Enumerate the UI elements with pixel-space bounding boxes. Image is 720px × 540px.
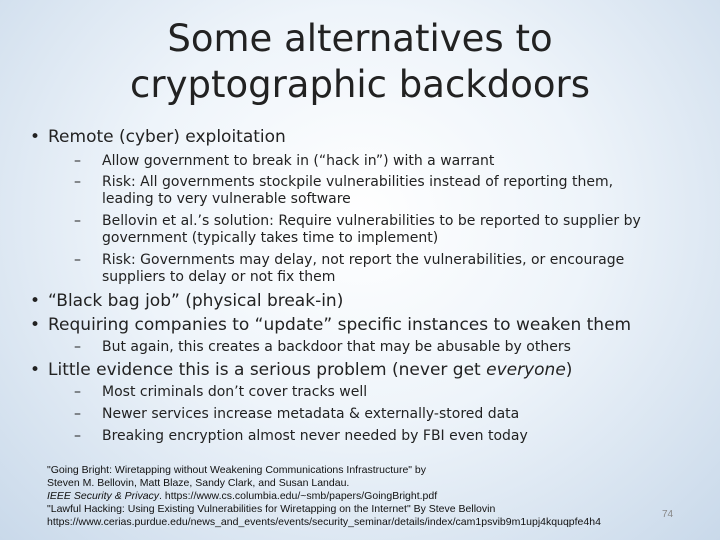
sub-bullet xyxy=(74,174,662,208)
reference-line: "Going Bright: Wiretapping without Weakening Communications Infrastructure" by xyxy=(47,464,427,476)
sub-bullet xyxy=(74,384,662,401)
bullet-text-emphasis: everyone xyxy=(486,360,566,380)
sub-bullet-text: Most criminals don’t cover tracks well xyxy=(102,384,368,400)
bullet-require-update xyxy=(28,315,631,335)
dash-marker: – xyxy=(74,406,81,422)
bullet-text: Requiring companies to “update” specific instances to weaken them xyxy=(48,315,632,335)
dash-marker: – xyxy=(74,339,81,355)
references xyxy=(47,464,647,529)
dash-marker: – xyxy=(74,174,81,190)
dash-marker: – xyxy=(74,428,81,444)
reference-line xyxy=(47,490,647,503)
sub-bullet-text: Allow government to break in (“hack in”) with a warrant xyxy=(102,153,495,169)
sub-bullet-text: Newer services increase metadata & externally-stored data xyxy=(102,406,520,422)
slide-title xyxy=(0,16,720,108)
sub-bullet xyxy=(74,428,662,445)
sub-bullet-text: Risk: All governments stockpile vulnerabilities instead of reporting them, leading to very vulnerable software xyxy=(102,174,614,207)
bullet-marker: • xyxy=(29,291,41,311)
bullet-text-after: ) xyxy=(565,360,573,380)
bullet-little-evidence xyxy=(28,360,572,380)
bullet-remote-exploitation xyxy=(28,127,286,147)
sub-bullet xyxy=(74,406,662,423)
sub-bullet xyxy=(74,252,662,286)
dash-marker: – xyxy=(74,213,81,229)
sub-bullet-text: But again, this creates a backdoor that may be abusable by others xyxy=(102,339,571,355)
slide-number: 74 xyxy=(662,509,674,520)
bullet-marker: • xyxy=(29,127,41,147)
dash-marker: – xyxy=(74,153,81,169)
sub-bullet-text: Bellovin et al.’s solution: Require vulnerabilities to be reported to supplier by government (typically takes time to implement) xyxy=(102,213,641,246)
bullet-text: “Black bag job” (physical break-in) xyxy=(48,291,344,311)
sub-bullet-text: Breaking encryption almost never needed by FBI even today xyxy=(102,428,528,444)
journal-name: IEEE Security & Privacy xyxy=(47,490,160,502)
bullet-black-bag-job xyxy=(28,291,343,311)
dash-marker: – xyxy=(74,252,81,268)
sub-bullet xyxy=(74,339,662,356)
reference-url-text: . https://www.cs.columbia.edu/~smb/papers/GoingBright.pdf xyxy=(159,490,438,502)
title-line-1: Some alternatives to xyxy=(167,17,553,60)
bullet-marker: • xyxy=(29,315,41,335)
title-line-2: cryptographic backdoors xyxy=(130,63,590,106)
bullet-text-before: Little evidence this is a serious problem (never get xyxy=(48,360,487,380)
reference-line: "Lawful Hacking: Using Existing Vulnerabilities for Wiretapping on the Internet" By Steve Bellovin xyxy=(47,503,496,515)
bullet-text: Remote (cyber) exploitation xyxy=(48,127,286,147)
dash-marker: – xyxy=(74,384,81,400)
bullet-text xyxy=(48,360,572,380)
bullet-marker: • xyxy=(29,360,41,380)
sub-bullet xyxy=(74,213,662,247)
reference-line: Steven M. Bellovin, Matt Blaze, Sandy Clark, and Susan Landau. xyxy=(47,477,350,489)
sub-bullet xyxy=(74,153,662,170)
reference-link[interactable]: https://www.cerias.purdue.edu/news_and_events/events/security_seminar/details/index/cam1psvib9m1upj4kquqpfe4h4 xyxy=(47,516,601,528)
sub-bullet-text: Risk: Governments may delay, not report the vulnerabilities, or encourage suppliers to delay or not fix them xyxy=(102,252,625,285)
